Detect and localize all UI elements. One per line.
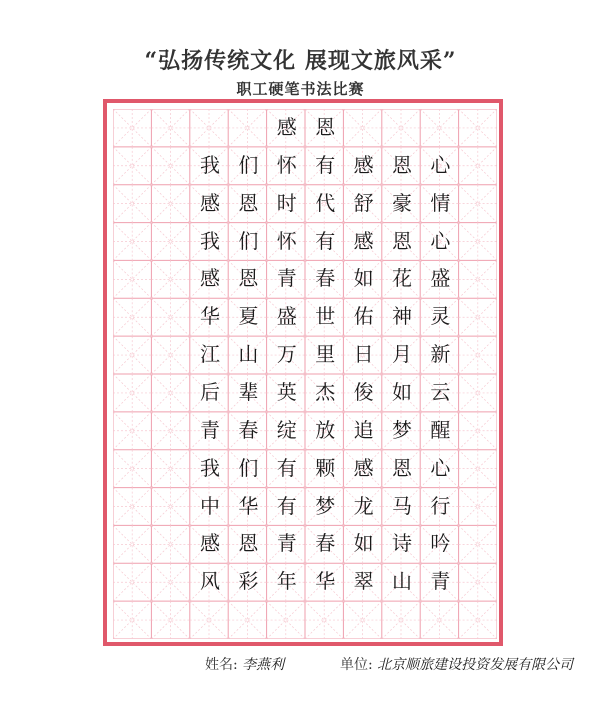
poem-char: 盛 <box>276 304 297 329</box>
poem-char: 风 <box>199 569 220 594</box>
poem-char: 里 <box>315 342 336 367</box>
poem-char: 万 <box>276 342 297 367</box>
poem-char: 梦 <box>315 493 336 518</box>
poem-char: 心 <box>430 455 451 480</box>
unit-field <box>340 654 573 674</box>
name-label: 姓名: <box>205 657 238 673</box>
poem-char: 佑 <box>353 304 374 329</box>
poem-char: 世 <box>315 304 336 329</box>
poem-char: 追 <box>353 417 374 442</box>
poem-title-char: 恩 <box>315 115 336 139</box>
poem-char: 彩 <box>238 569 259 594</box>
poem-char: 诗 <box>391 531 412 556</box>
poem-char: 春 <box>315 266 336 291</box>
poem-char: 后 <box>199 380 220 404</box>
poem-char: 青 <box>430 569 451 594</box>
poem-title-char: 感 <box>276 115 297 139</box>
poem-char: 我 <box>199 228 220 253</box>
poem-char: 春 <box>315 531 336 556</box>
poem-char: 舒 <box>353 190 374 215</box>
poem-char: 代 <box>315 190 336 215</box>
poem-char: 云 <box>430 380 451 404</box>
poem-char: 如 <box>391 380 412 404</box>
poem-char: 们 <box>238 228 259 253</box>
name-field <box>205 654 284 674</box>
poem-char: 我 <box>199 152 220 177</box>
unit-value: 北京顺旅建设投资发展有限公司 <box>377 657 574 673</box>
poem-char: 豪 <box>391 190 412 215</box>
poem-char: 青 <box>199 417 220 442</box>
poem-char: 山 <box>391 569 412 594</box>
poem-char: 时 <box>276 190 297 215</box>
poem-char: 感 <box>353 152 374 177</box>
poem-char: 心 <box>430 228 451 253</box>
poem-char: 英 <box>276 380 297 404</box>
poem-char: 感 <box>353 228 374 253</box>
poem-char: 华 <box>199 304 220 329</box>
poem-char: 神 <box>391 304 412 329</box>
poem-char: 华 <box>238 493 259 518</box>
poem-char: 恩 <box>238 266 259 291</box>
poem-char: 春 <box>238 417 259 442</box>
page-title: “弘扬传统文化 展现文旅风采” <box>144 48 457 74</box>
poem-char: 月 <box>391 342 412 367</box>
poem-char: 龙 <box>353 493 374 518</box>
poem-char: 感 <box>199 531 220 556</box>
poem-char: 盛 <box>430 266 451 291</box>
poem-char: 日 <box>353 342 374 367</box>
poem-char: 花 <box>391 266 412 291</box>
poem-char: 放 <box>315 417 336 442</box>
poem-char: 行 <box>430 493 451 518</box>
poem-char: 山 <box>238 342 259 367</box>
unit-label: 单位: <box>340 657 373 673</box>
poem-char: 怀 <box>276 228 297 253</box>
poem-char: 们 <box>238 152 259 177</box>
poem-char: 我 <box>199 455 220 480</box>
poem-char: 颗 <box>315 455 336 480</box>
poem-char: 感 <box>353 455 374 480</box>
poem-char: 有 <box>276 493 297 518</box>
poem-char: 杰 <box>315 380 336 404</box>
poem-char: 感 <box>199 266 220 291</box>
poem-char: 中 <box>199 493 220 518</box>
poem-char: 吟 <box>430 531 451 556</box>
page-subtitle: 职工硬笔书法比赛 <box>236 80 365 98</box>
poem-char: 怀 <box>276 152 297 177</box>
calligraphy-sheet <box>103 99 503 646</box>
poem-characters <box>113 109 497 639</box>
poem-char: 夏 <box>238 304 259 329</box>
poem-char: 心 <box>430 152 451 177</box>
poem-char: 恩 <box>238 190 259 215</box>
poem-char: 青 <box>276 266 297 291</box>
poem-char: 新 <box>430 342 451 367</box>
poem-char: 如 <box>353 266 374 291</box>
poem-char: 辈 <box>238 380 259 404</box>
poem-char: 江 <box>199 342 220 367</box>
name-value: 李燕利 <box>242 657 285 673</box>
poem-char: 有 <box>276 455 297 480</box>
poem-char: 恩 <box>391 455 412 480</box>
poem-char: 年 <box>276 569 297 594</box>
poem-char: 有 <box>315 228 336 253</box>
poem-char: 如 <box>353 531 374 556</box>
poem-char: 恩 <box>391 228 412 253</box>
poem-char: 有 <box>315 152 336 177</box>
poem-char: 青 <box>276 531 297 556</box>
poem-char: 马 <box>391 493 412 518</box>
poem-char: 俊 <box>353 380 374 404</box>
poem-char: 梦 <box>391 417 412 442</box>
poem-char: 醒 <box>430 417 451 442</box>
poem-char: 们 <box>238 455 259 480</box>
poem-char: 绽 <box>276 417 297 442</box>
poem-char: 恩 <box>391 152 412 177</box>
poem-char: 华 <box>315 569 336 594</box>
poem-char: 恩 <box>238 531 259 556</box>
poem-char: 情 <box>430 190 451 215</box>
poem-char: 灵 <box>430 304 451 329</box>
poem-char: 感 <box>199 190 220 215</box>
poem-char: 翠 <box>353 569 374 594</box>
